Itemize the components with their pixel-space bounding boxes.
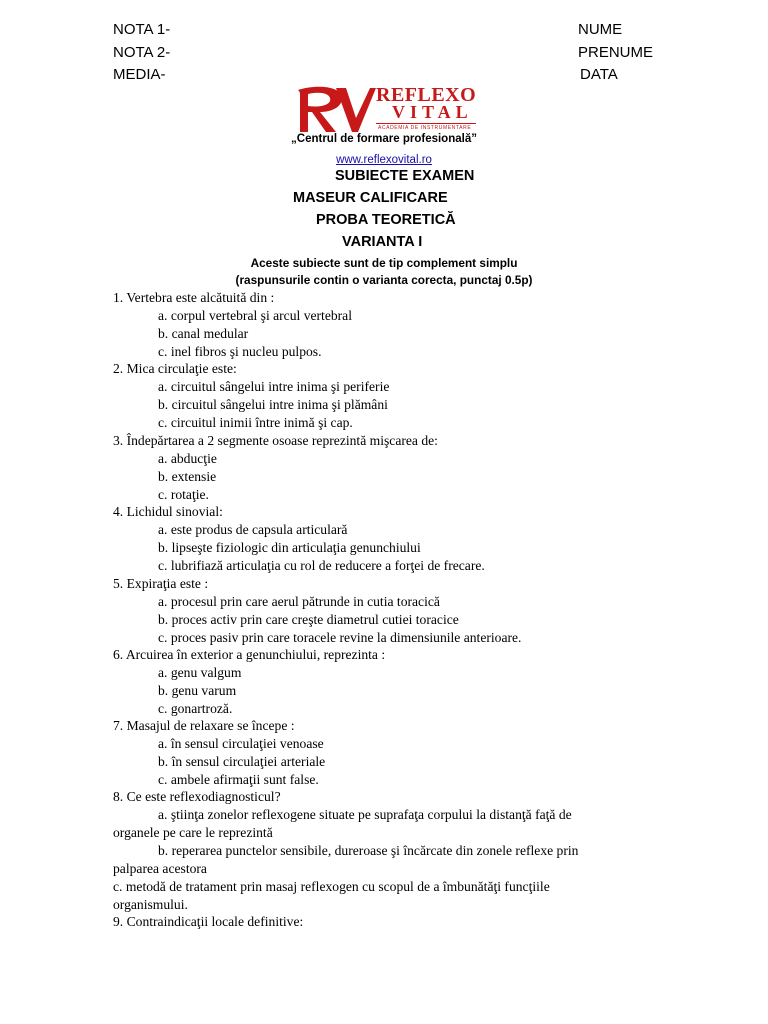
question-text: 6. Arcuirea în exterior a genunchiului, reprezinta : — [113, 647, 386, 662]
answer-option: b. reperarea punctelor sensibile, dureroase şi încărcate din zonele reflexe prin — [158, 843, 579, 858]
answer-option: c. ambele afirmaţii sunt false. — [158, 772, 319, 787]
logo-rv-mark-icon — [296, 84, 378, 134]
answer-option: c. gonartroză. — [158, 701, 233, 716]
question-text: 4. Lichidul sinovial: — [113, 504, 223, 519]
logo-text-reflexo: REFLEXO — [376, 84, 477, 106]
answer-option: a. corpul vertebral şi arcul vertebral — [158, 308, 352, 323]
exam-title: SUBIECTE EXAMEN — [335, 168, 475, 184]
answer-option: b. circuitul sângelui intre inima şi plămâni — [158, 397, 388, 412]
grade-1-label: NOTA 1- — [113, 21, 171, 38]
answer-option: b. extensie — [158, 469, 217, 484]
logo-divider — [376, 123, 476, 124]
answer-option: b. genu varum — [158, 683, 237, 698]
qualification-title: MASEUR CALIFICARE — [293, 190, 448, 206]
question-9-text: 9. Contraindicaţii locale definitive: — [113, 914, 304, 929]
answer-option: a. genu valgum — [158, 665, 242, 680]
question-text: 5. Expiraţia este : — [113, 576, 209, 591]
answer-option-continued: organele pe care le reprezintă — [113, 825, 273, 840]
first-name-label: PRENUME — [578, 44, 654, 61]
answer-option: c. circuitul inimii între inimă şi cap. — [158, 415, 353, 430]
answer-option: a. este produs de capsula articulară — [158, 522, 348, 537]
answer-option: a. ştiinţa zonelor reflexogene situate pe suprafaţa corpului la distanţă faţă de — [158, 807, 572, 822]
question-text: 8. Ce este reflexodiagnosticul? — [113, 789, 281, 804]
grade-2-label: NOTA 2- — [113, 44, 171, 61]
website-link-wrap — [0, 150, 768, 168]
test-type-title: PROBA TEORETICĂ — [316, 212, 456, 228]
answer-option: a. abducţie — [158, 451, 217, 466]
question-text: 3. Îndepărtarea a 2 segmente osoase reprezintă mişcarea de: — [113, 433, 438, 448]
answer-option: b. proces activ prin care creşte diametrul cutiei toracice — [158, 612, 459, 627]
answer-option: c. rotaţie. — [158, 487, 209, 502]
answer-option: b. lipseşte fiziologic din articulaţia genunchiului — [158, 540, 421, 555]
answer-option-continued: organismului. — [113, 897, 188, 912]
school-slogan: „Centrul de formare profesională” — [291, 133, 477, 145]
question-text: 1. Vertebra este alcătuită din : — [113, 290, 275, 305]
website-link[interactable]: www.reflexovital.ro — [336, 154, 432, 166]
question-text: 7. Masajul de relaxare se începe : — [113, 718, 295, 733]
average-label: MEDIA- — [113, 66, 166, 83]
answer-option: a. procesul prin care aerul pătrunde in cutia toracică — [158, 594, 440, 609]
answer-option: b. în sensul circulaţiei arteriale — [158, 754, 326, 769]
reflexovital-logo — [296, 84, 482, 134]
answer-option: c. proces pasiv prin care toracele revine la dimensiunile anterioare. — [158, 630, 522, 645]
instructions-line-1: Aceste subiecte sunt de tip complement simplu — [250, 256, 518, 270]
variant-title: VARIANTA I — [342, 234, 423, 250]
question-text: 2. Mica circulaţie este: — [113, 361, 237, 376]
answer-option: a. circuitul sângelui intre inima şi periferie — [158, 379, 390, 394]
answer-option: c. metodă de tratament prin masaj reflexogen cu scopul de a îmbunătăţi funcţiile — [113, 879, 550, 894]
answer-option: b. canal medular — [158, 326, 249, 341]
answer-option: c. lubrifiază articulaţia cu rol de reducere a forţei de frecare. — [158, 558, 485, 573]
answer-option: c. inel fibros şi nucleu pulpos. — [158, 344, 322, 359]
answer-option: a. în sensul circulaţiei venoase — [158, 736, 324, 751]
date-label: DATA — [580, 66, 618, 83]
answer-option-continued: palparea acestora — [113, 861, 207, 876]
logo-tagline: ACADEMIA DE INSTRUMENTARE — [378, 125, 472, 131]
instructions-line-2: (raspunsurile contin o varianta corecta, punctaj 0.5p) — [235, 273, 533, 287]
logo-text-vital: VITAL — [392, 102, 473, 122]
last-name-label: NUME — [578, 21, 623, 38]
